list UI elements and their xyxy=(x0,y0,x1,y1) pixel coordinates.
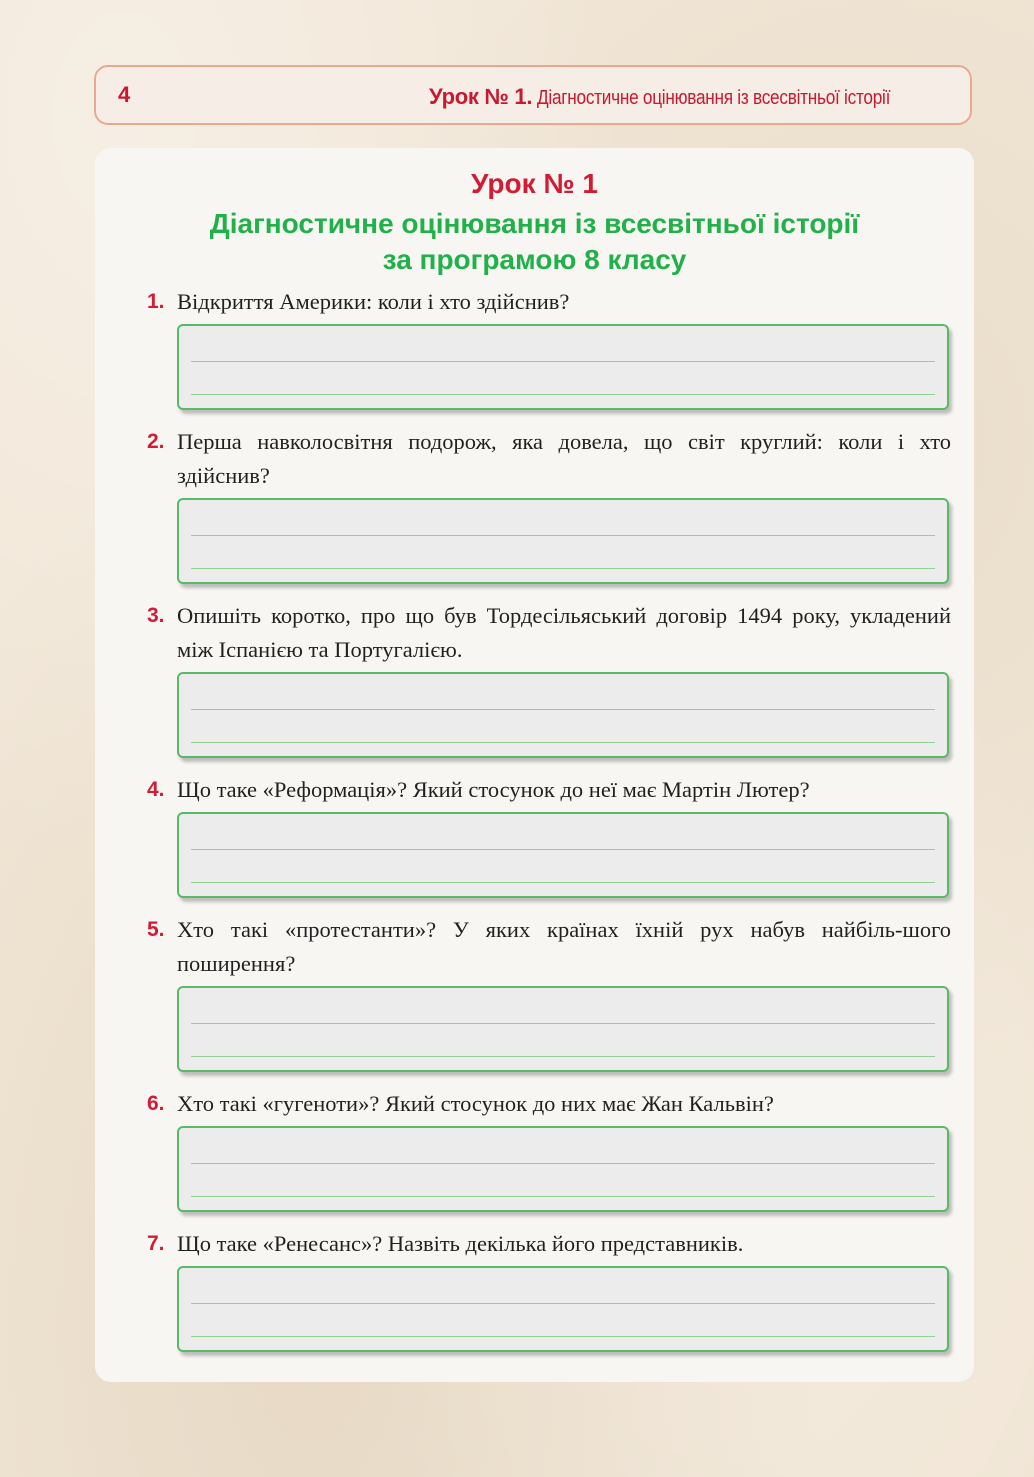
question-text: Відкриття Америки: коли і хто здійснив? xyxy=(177,289,570,314)
answer-box-6[interactable] xyxy=(177,1126,949,1212)
question-text: Хто такі «гугеноти»? Який стосунок до них має Жан Кальвін? xyxy=(177,1091,774,1116)
question-text: Опишіть коротко, про що був Тордесільяський договір 1494 року, укладений між Іспанією та Португалією. xyxy=(177,603,951,662)
question-number: 5. xyxy=(147,918,165,941)
running-title-subtitle: Діагностичне оцінювання із всесвітньої історії xyxy=(537,87,891,109)
answer-line xyxy=(191,535,935,536)
question-3 xyxy=(147,599,951,667)
answer-line xyxy=(191,394,935,395)
answer-line xyxy=(191,1336,935,1337)
answer-line xyxy=(191,1163,935,1164)
answer-line xyxy=(191,709,935,710)
question-6 xyxy=(147,1087,951,1121)
question-text: Перша навколосвітня подорож, яка довела, що світ круглий: коли і хто здійснив? xyxy=(177,429,951,488)
running-title xyxy=(429,84,948,110)
question-4 xyxy=(147,773,951,807)
lesson-title-line1: Діагностичне оцінювання із всесвітньої історії xyxy=(209,208,860,239)
running-title-lesson: Урок № 1. xyxy=(429,84,533,109)
question-number: 2. xyxy=(147,430,165,453)
lesson-label: Урок № 1 xyxy=(471,168,598,199)
question-number: 1. xyxy=(147,290,165,313)
answer-box-2[interactable] xyxy=(177,498,949,584)
page-header xyxy=(94,65,972,125)
answer-box-1[interactable] xyxy=(177,324,949,410)
answer-box-7[interactable] xyxy=(177,1266,949,1352)
question-number: 3. xyxy=(147,604,165,627)
question-number: 4. xyxy=(147,778,165,801)
answer-box-4[interactable] xyxy=(177,812,949,898)
question-5 xyxy=(147,913,951,981)
question-2 xyxy=(147,425,951,493)
question-number: 7. xyxy=(147,1232,165,1255)
answer-line xyxy=(191,568,935,569)
question-number: 6. xyxy=(147,1092,165,1115)
answer-line xyxy=(191,1196,935,1197)
answer-line xyxy=(191,849,935,850)
question-7 xyxy=(147,1227,951,1261)
question-text: Що таке «Ренесанс»? Назвіть декілька його представників. xyxy=(177,1231,744,1256)
answer-box-3[interactable] xyxy=(177,672,949,758)
question-text: Хто такі «протестанти»? У яких країнах їхній рух набув найбіль-шого поширення? xyxy=(177,917,951,976)
answer-line xyxy=(191,361,935,362)
question-1 xyxy=(147,285,951,319)
lesson-title-line2: за програмою 8 класу xyxy=(382,244,687,275)
question-text: Що таке «Реформація»? Який стосунок до неї має Мартін Лютер? xyxy=(177,777,810,802)
answer-box-5[interactable] xyxy=(177,986,949,1072)
answer-line xyxy=(191,882,935,883)
answer-line xyxy=(191,1023,935,1024)
page-number: 4 xyxy=(118,82,131,107)
answer-line xyxy=(191,1303,935,1304)
lesson-title xyxy=(95,206,974,278)
answer-line xyxy=(191,1056,935,1057)
answer-line xyxy=(191,742,935,743)
worksheet-card xyxy=(95,148,974,1382)
